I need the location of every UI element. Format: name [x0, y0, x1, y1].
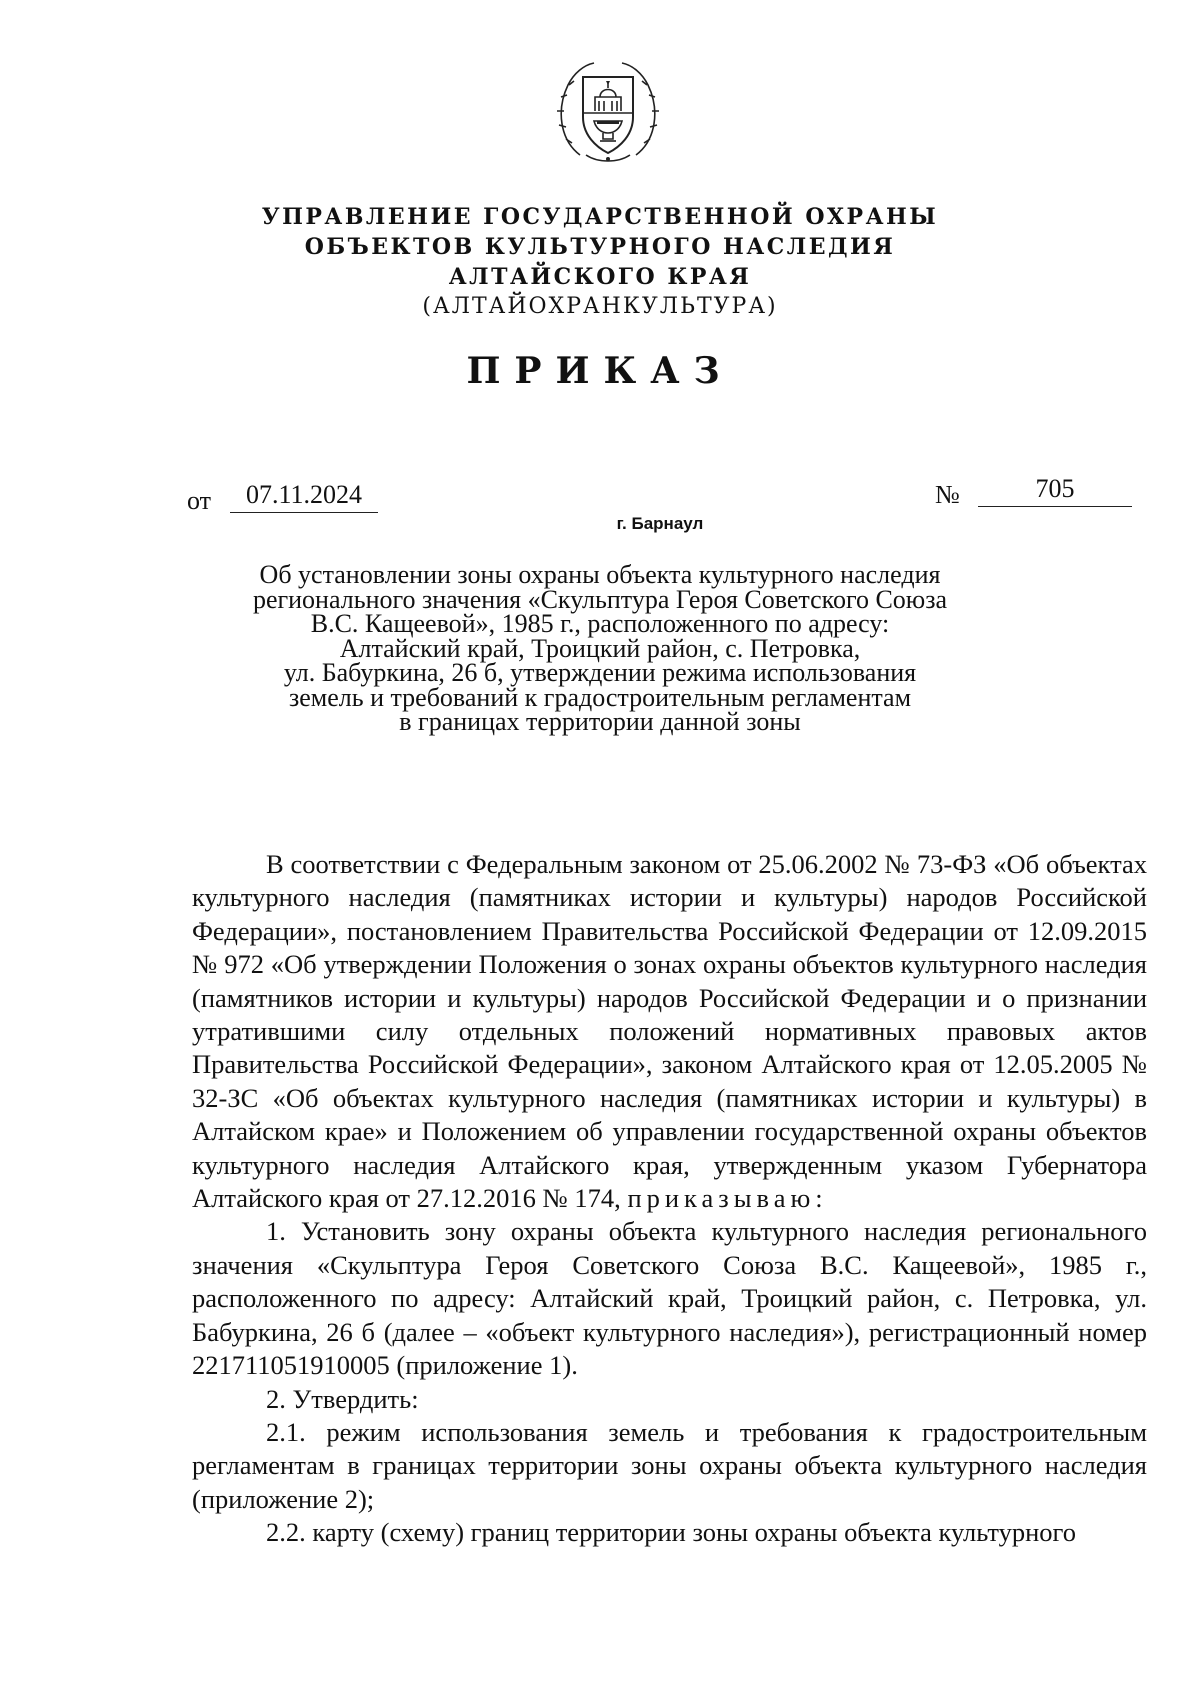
subject-line: Алтайский край, Троицкий район, с. Петровка,: [339, 633, 861, 663]
subject-line: Об установлении зоны охраны объекта культурного наследия: [259, 560, 941, 589]
item-2-2: 2.2. карту (схему) границ территории зоны охраны объекта культурного: [266, 1517, 1076, 1548]
org-name-line-2: ОБЪЕКТОВ КУЛЬТУРНОГО НАСЛЕДИЯ: [304, 234, 896, 260]
subject-line: в границах территории данной зоны: [399, 707, 801, 736]
item-2: 2. Утвердить:: [266, 1383, 419, 1414]
subject-line: В.С. Кащеевой», 1985 г., расположенного по адресу:: [310, 609, 890, 638]
item-1: 1. Установить зону охраны объекта культурного наследия регионального значения «Скульптура Героя Советского Союза В.С. Кащеевой», 1985 г., расположенного по адресу: Алтайский край, Троицкий район, с. Петровка, ул. Бабуркина, 26 б (далее – «объект культурного наследия»), регистрационный номер 221711051910005 (приложение 1).: [192, 1216, 1147, 1381]
coat-of-arms-emblem: [550, 55, 666, 171]
org-short-name: (АЛТАЙОХРАНКУЛЬТУРА): [422, 294, 778, 319]
org-name-line-1: УПРАВЛЕНИЕ ГОСУДАРСТВЕННОЙ ОХРАНЫ: [261, 204, 939, 230]
preamble-text: В соответствии с Федеральным законом от 25.06.2002 № 73-ФЗ «Об объектах культурного наследия (памятниках истории и культуры) народов Российской Федерации», постановлением Правительства Российской Федерации от 12.09.2015 № 972 «Об утверждении Положения о зонах охраны объектов культурного наследия (памятников истории и культуры) народов Российской Федерации и о признании утратившими силу отдельных положений нормативных правовых актов Правительства Российской Федерации», законом Алтайского края от 12.05.2005 № 32-ЗС «Об объектах культурного наследия (памятниках истории и культуры) в Алтайском крае» и Положением об управлении государственной охраны объектов культурного наследия Алтайского края, утвержденным указом Губернатора Алтайского края от 27.12.2016 № 174,: [192, 849, 1147, 1214]
document-number: 705: [978, 472, 1132, 507]
order-body: [192, 848, 1147, 1550]
order-subject: [200, 560, 1000, 736]
document-date: 07.11.2024: [230, 478, 378, 513]
preamble-paragraph: [192, 848, 1147, 1215]
subject-line: земель и требований к градостроительным регламентам: [288, 682, 912, 712]
item-2-1: 2.1. режим использования земель и требования к градостроительным регламентам в границах территории зоны охраны объекта культурного наследия (приложение 2);: [192, 1416, 1147, 1514]
subject-line: регионального значения «Скульптура Героя Советского Союза: [252, 584, 948, 614]
order-word: приказываю:: [627, 1183, 828, 1214]
city: г. Барнаул: [616, 514, 704, 533]
date-label: от: [187, 486, 212, 515]
org-name-line-3: АЛТАЙСКОГО КРАЯ: [448, 264, 752, 290]
number-label: №: [935, 480, 960, 509]
document-type-title: ПРИКАЗ: [466, 350, 734, 392]
subject-line: ул. Бабуркина, 26 б, утверждении режима использования: [283, 658, 917, 687]
